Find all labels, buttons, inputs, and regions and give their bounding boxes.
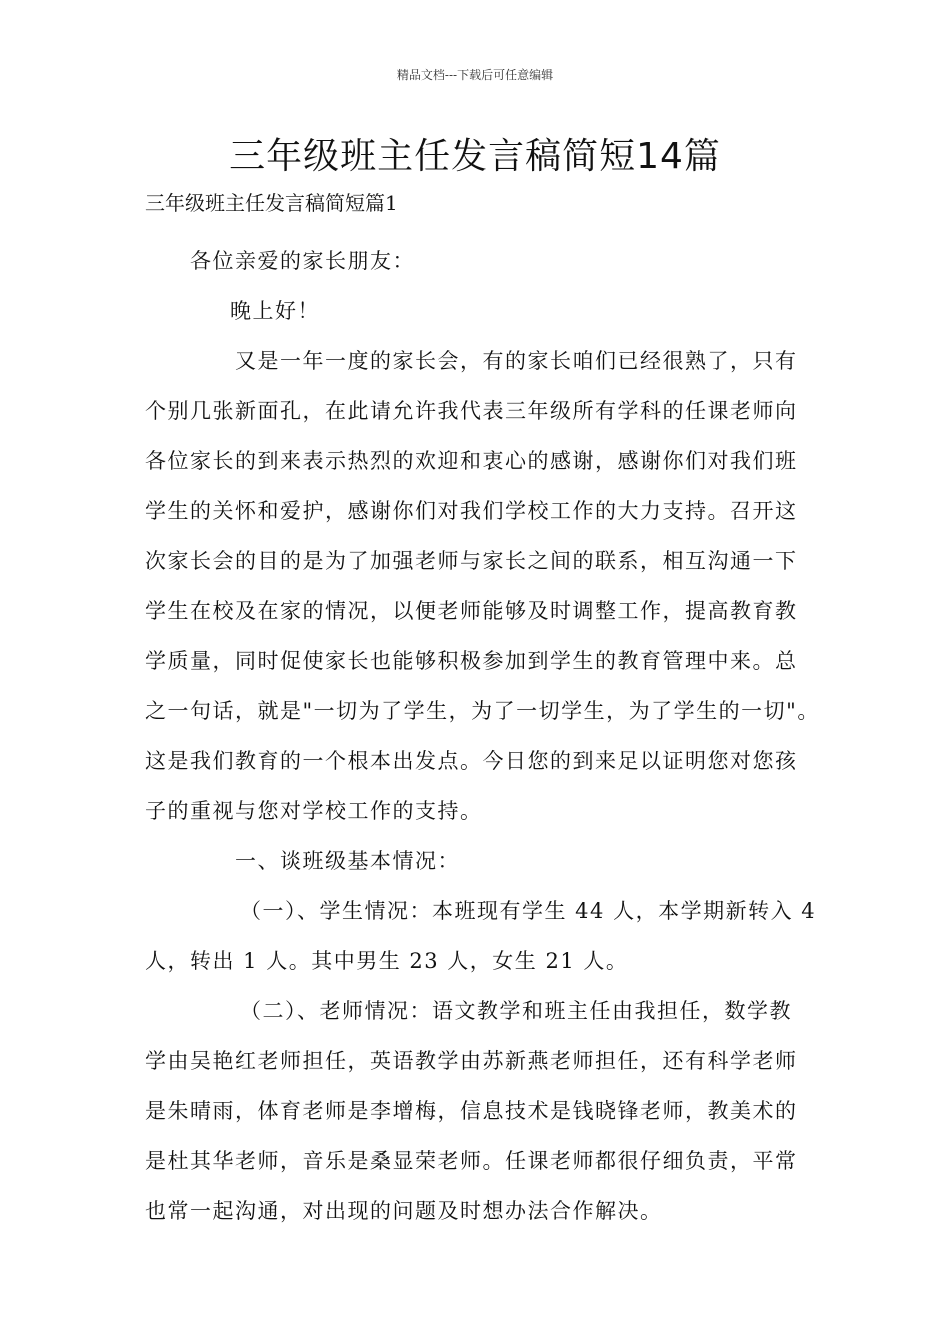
paragraph-line: 也常一起沟通，对出现的问题及时想办法合作解决。 <box>145 1199 663 1223</box>
greeting: 各位亲爱的家长朋友： <box>190 249 415 273</box>
paragraph-line: 是杜其华老师，音乐是桑显荣老师。任课老师都很仔细负责，平常 <box>145 1149 798 1173</box>
paragraph-line: 个别几张新面孔，在此请允许我代表三年级所有学科的任课老师向 <box>145 399 798 423</box>
paragraph-line: 学生的关怀和爱护，感谢你们对我们学校工作的大力支持。召开这 <box>145 499 798 523</box>
paragraph-line: 学生在校及在家的情况，以便老师能够及时调整工作，提高教育教 <box>145 599 798 623</box>
paragraph-line: 次家长会的目的是为了加强老师与家长之间的联系，相互沟通一下 <box>145 549 798 573</box>
paragraph-intro <box>145 336 825 836</box>
paragraph-line: 是朱晴雨，体育老师是李增梅，信息技术是钱晓锋老师，教美术的 <box>145 1099 798 1123</box>
students-paragraph <box>145 886 825 986</box>
document-body <box>145 236 825 1236</box>
paragraph-line: 人，转出 1 人。其中男生 23 人，女生 21 人。 <box>145 949 629 973</box>
paragraph-line: （二）、老师情况：语文教学和班主任由我担任，数学教 <box>240 999 792 1023</box>
section-heading: 一、谈班级基本情况： <box>235 849 460 873</box>
page-header: 精品文档---下载后可任意编辑 <box>396 68 554 82</box>
paragraph-line: 学由吴艳红老师担任，英语教学由苏新燕老师担任，还有科学老师 <box>145 1049 798 1073</box>
paragraph-line: 各位家长的到来表示热烈的欢迎和衷心的感谢，感谢你们对我们班 <box>145 449 798 473</box>
salutation: 晚上好！ <box>230 299 320 323</box>
paragraph-line: 这是我们教育的一个根本出发点。今日您的到来足以证明您对您孩 <box>145 749 798 773</box>
document-subtitle: 三年级班主任发言稿简短篇1 <box>145 191 398 215</box>
paragraph-line: 子的重视与您对学校工作的支持。 <box>145 799 483 823</box>
paragraph-line: 又是一年一度的家长会，有的家长咱们已经很熟了，只有 <box>235 349 798 373</box>
paragraph-line: 之一句话，就是"一切为了学生，为了一切学生，为了学生的一切"。 <box>145 699 820 723</box>
paragraph-line: （一）、学生情况：本班现有学生 44 人，本学期新转入 4 <box>240 899 817 923</box>
teachers-paragraph <box>145 986 825 1236</box>
paragraph-line: 学质量，同时促使家长也能够积极参加到学生的教育管理中来。总 <box>145 649 798 673</box>
document-title: 三年级班主任发言稿简短14篇 <box>229 136 721 177</box>
